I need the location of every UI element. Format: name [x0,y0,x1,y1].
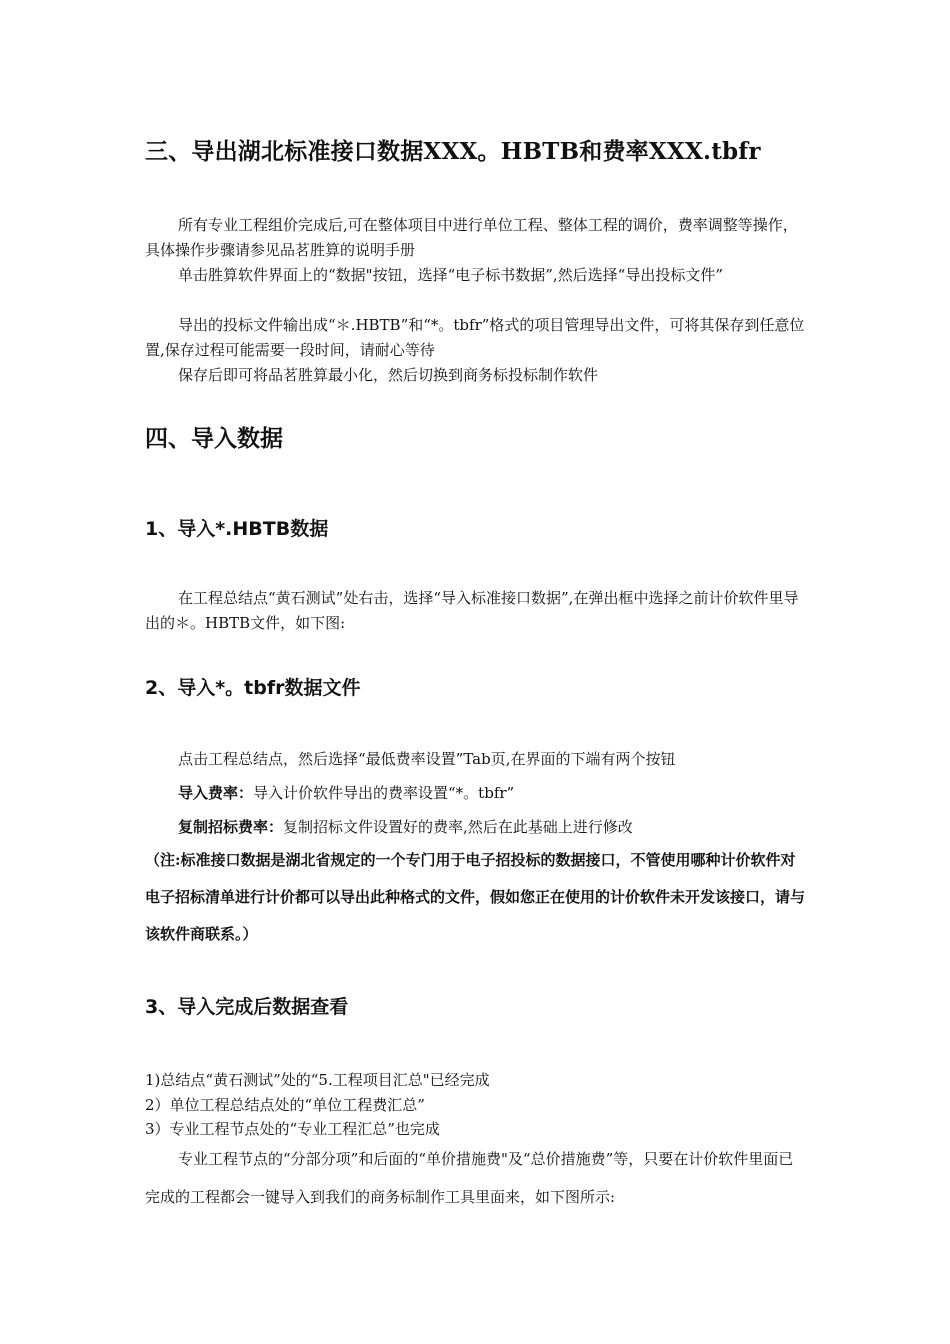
section-3-paragraph-2: 单击胜算软件界面上的“数据"按钮，选择“电子标书数据”,然后选择“导出投标文件” [178,266,724,284]
copy-rate-text: 复制招标文件设置好的费率,然后在此基础上进行修改 [283,818,633,836]
section-3-paragraph-1: 所有专业工程组价完成后,可在整体项目中进行单位工程、整体工程的调价，费率调整等操作，具体操作步骤请参见品茗胜算的说明手册 [145,216,798,259]
copy-rate-line [178,816,633,837]
subsection-1-paragraph: 在工程总结点“黄石测试”处右击，选择“导入标准接口数据”,在弹出框中选择之前计价软件里导出的＊。HBTB文件，如下图: [145,589,799,632]
import-rate-label: 导入费率： [178,784,254,802]
subsection-3-heading: 3、导入完成后数据查看 [145,996,349,1018]
subsection-3-paragraph: 专业工程节点的“分部分项”和后面的“单价措施费"及“总价措施费”等，只要在计价软件里面已完成的工程都会一键导入到我们的商务标制作工具里面来，如下图所示: [145,1150,794,1206]
check-item-1: 1)总结点“黄石测试”处的“5.工程项目汇总"已经完成 [145,1071,490,1089]
subsection-2-paragraph: 点击工程总结点，然后选择“最低费率设置”Tab页,在界面的下端有两个按钮 [178,750,676,768]
check-item-3: 3）专业工程节点处的“专业工程汇总”也完成 [145,1120,440,1138]
note-paragraph: （注:标准接口数据是湖北省规定的一个专门用于电子招投标的数据接口，不管使用哪种计价软件对电子招标清单进行计价都可以导出此种格式的文件，假如您正在使用的计价软件未开发该接口，请与该软件商联系。） [145,851,806,943]
section-4-heading: 四、导入数据 [145,425,283,452]
section-3-paragraph-4: 保存后即可将品茗胜算最小化，然后切换到商务标投标制作软件 [178,366,599,384]
import-rate-line [178,782,514,803]
subsection-1-heading: 1、导入*.HBTB数据 [145,518,329,540]
import-rate-text: 导入计价软件导出的费率设置“*。tbfr” [253,784,515,802]
copy-rate-label: 复制招标费率： [178,818,284,836]
section-3-paragraph-3: 导出的投标文件输出成“＊.HBTB”和“*。tbfr”格式的项目管理导出文件，可将其保存到任意位置,保存过程可能需要一段时间，请耐心等待 [145,316,805,359]
section-3-heading: 三、导出湖北标准接口数据XXX。HBTB和费率XXX.tbfr [145,138,761,165]
check-item-2: 2）单位工程总结点处的“单位工程费汇总” [145,1096,425,1114]
subsection-2-heading: 2、导入*。tbfr数据文件 [145,677,361,699]
